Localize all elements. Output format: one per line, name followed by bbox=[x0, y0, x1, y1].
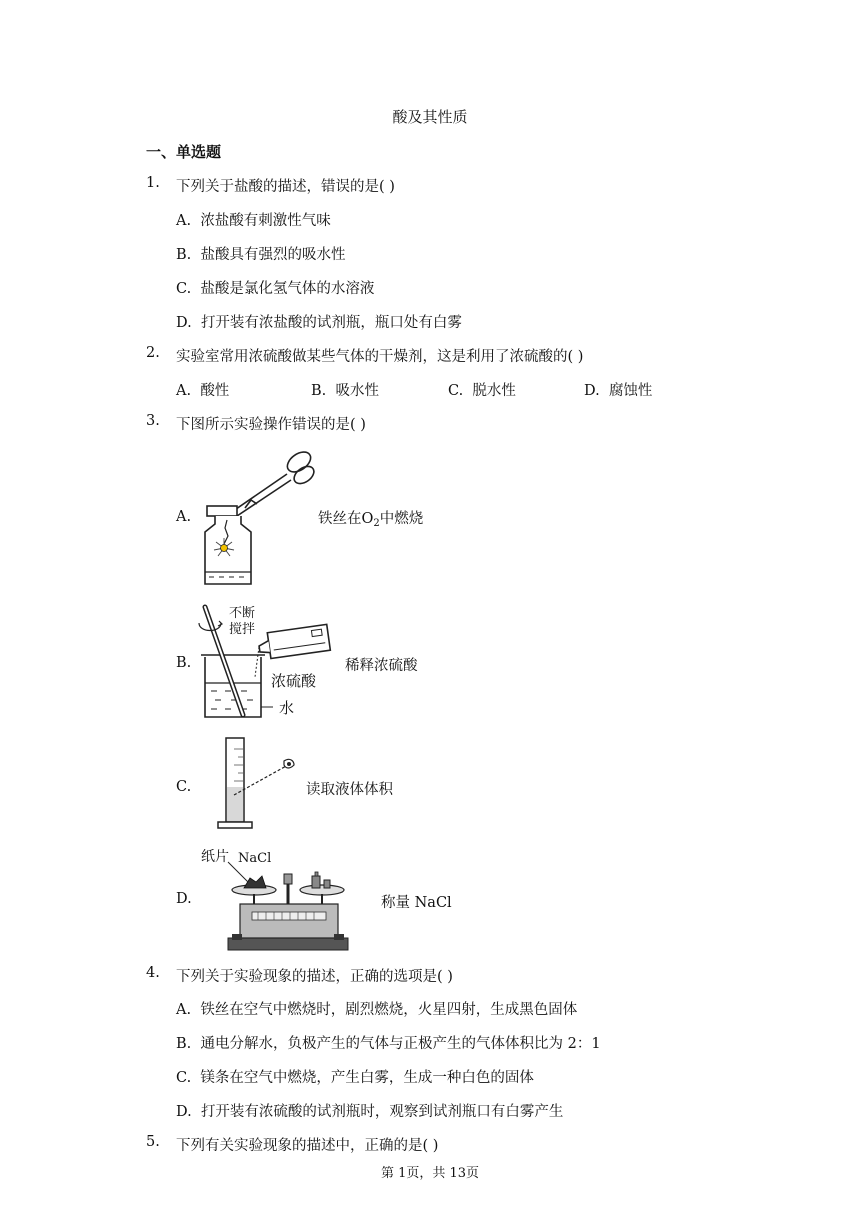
page-footer: 第 1页，共 13页 bbox=[380, 1166, 480, 1181]
question-3-option-b-letter: B. bbox=[176, 655, 192, 671]
question-3-option-a-letter: A. bbox=[176, 509, 192, 525]
question-4-text: 下列关于实验现象的描述，正确的选项是( ) bbox=[176, 969, 453, 985]
question-4-option-b: B. 通电分解水，负极产生的气体与正极产生的气体体积比为 2：1 bbox=[176, 1036, 601, 1052]
question-1-option-a: A. 浓盐酸有刺激性气味 bbox=[176, 213, 331, 229]
water-label: 水 bbox=[279, 699, 295, 717]
question-2-option-a: A. 酸性 bbox=[176, 383, 230, 399]
question-1-number: 1. bbox=[146, 175, 160, 191]
question-3-option-a-caption: 铁丝在$O_2$中燃烧 bbox=[318, 511, 424, 529]
question-2-option-b: B. 吸水性 bbox=[311, 383, 379, 399]
question-4-option-a: A. 铁丝在空气中燃烧时，剧烈燃烧，火星四射，生成黑色固体 bbox=[176, 1002, 578, 1018]
question-3-number: 3. bbox=[146, 413, 160, 429]
question-3-text: 下图所示实验操作错误的是( ) bbox=[176, 417, 366, 433]
stir-label: 不断 搅拌 bbox=[229, 606, 256, 637]
question-4-number: 4. bbox=[146, 965, 160, 981]
question-4-option-d: D. 打开装有浓硫酸的试剂瓶时，观察到试剂瓶口有白雾产生 bbox=[176, 1104, 564, 1120]
question-2-option-d: D. 腐蚀性 bbox=[584, 383, 653, 399]
dilute-sulfuric-acid-figure bbox=[195, 603, 345, 723]
question-2-option-c: C. 脱水性 bbox=[448, 383, 516, 399]
question-3-option-d-letter: D. bbox=[176, 891, 192, 907]
question-1-option-d: D. 打开装有浓盐酸的试剂瓶，瓶口处有白雾 bbox=[176, 315, 462, 331]
iron-wire-combustion-figure bbox=[195, 444, 320, 589]
question-5-number: 5. bbox=[146, 1134, 160, 1150]
question-3-option-c-letter: C. bbox=[176, 779, 192, 795]
question-1-text: 下列关于盐酸的描述，错误的是( ) bbox=[176, 179, 395, 195]
page-title: 酸及其性质 bbox=[392, 108, 468, 126]
question-3-option-d-caption: 称量 NaCl bbox=[381, 895, 452, 911]
paper-label: 纸片 bbox=[201, 849, 229, 865]
question-1-option-c: C. 盐酸是氯化氢气体的水溶液 bbox=[176, 281, 375, 297]
question-3-option-b-caption: 稀释浓硫酸 bbox=[345, 658, 418, 674]
question-2-number: 2. bbox=[146, 345, 160, 361]
nacl-label: NaCl bbox=[238, 851, 272, 866]
conc-acid-label: 浓硫酸 bbox=[271, 672, 317, 690]
graduated-cylinder-figure bbox=[212, 735, 302, 835]
question-5-text: 下列有关实验现象的描述中，正确的是( ) bbox=[176, 1138, 439, 1154]
question-1-option-b: B. 盐酸具有强烈的吸水性 bbox=[176, 247, 346, 263]
question-2-text: 实验室常用浓硫酸做某些气体的干燥剂，这是利用了浓硫酸的( ) bbox=[176, 349, 584, 365]
question-3-option-c-caption: 读取液体体积 bbox=[306, 782, 393, 798]
section-heading: 一、单选题 bbox=[146, 143, 222, 161]
question-4-option-c: C. 镁条在空气中燃烧，产生白雾，生成一种白色的固体 bbox=[176, 1070, 534, 1086]
